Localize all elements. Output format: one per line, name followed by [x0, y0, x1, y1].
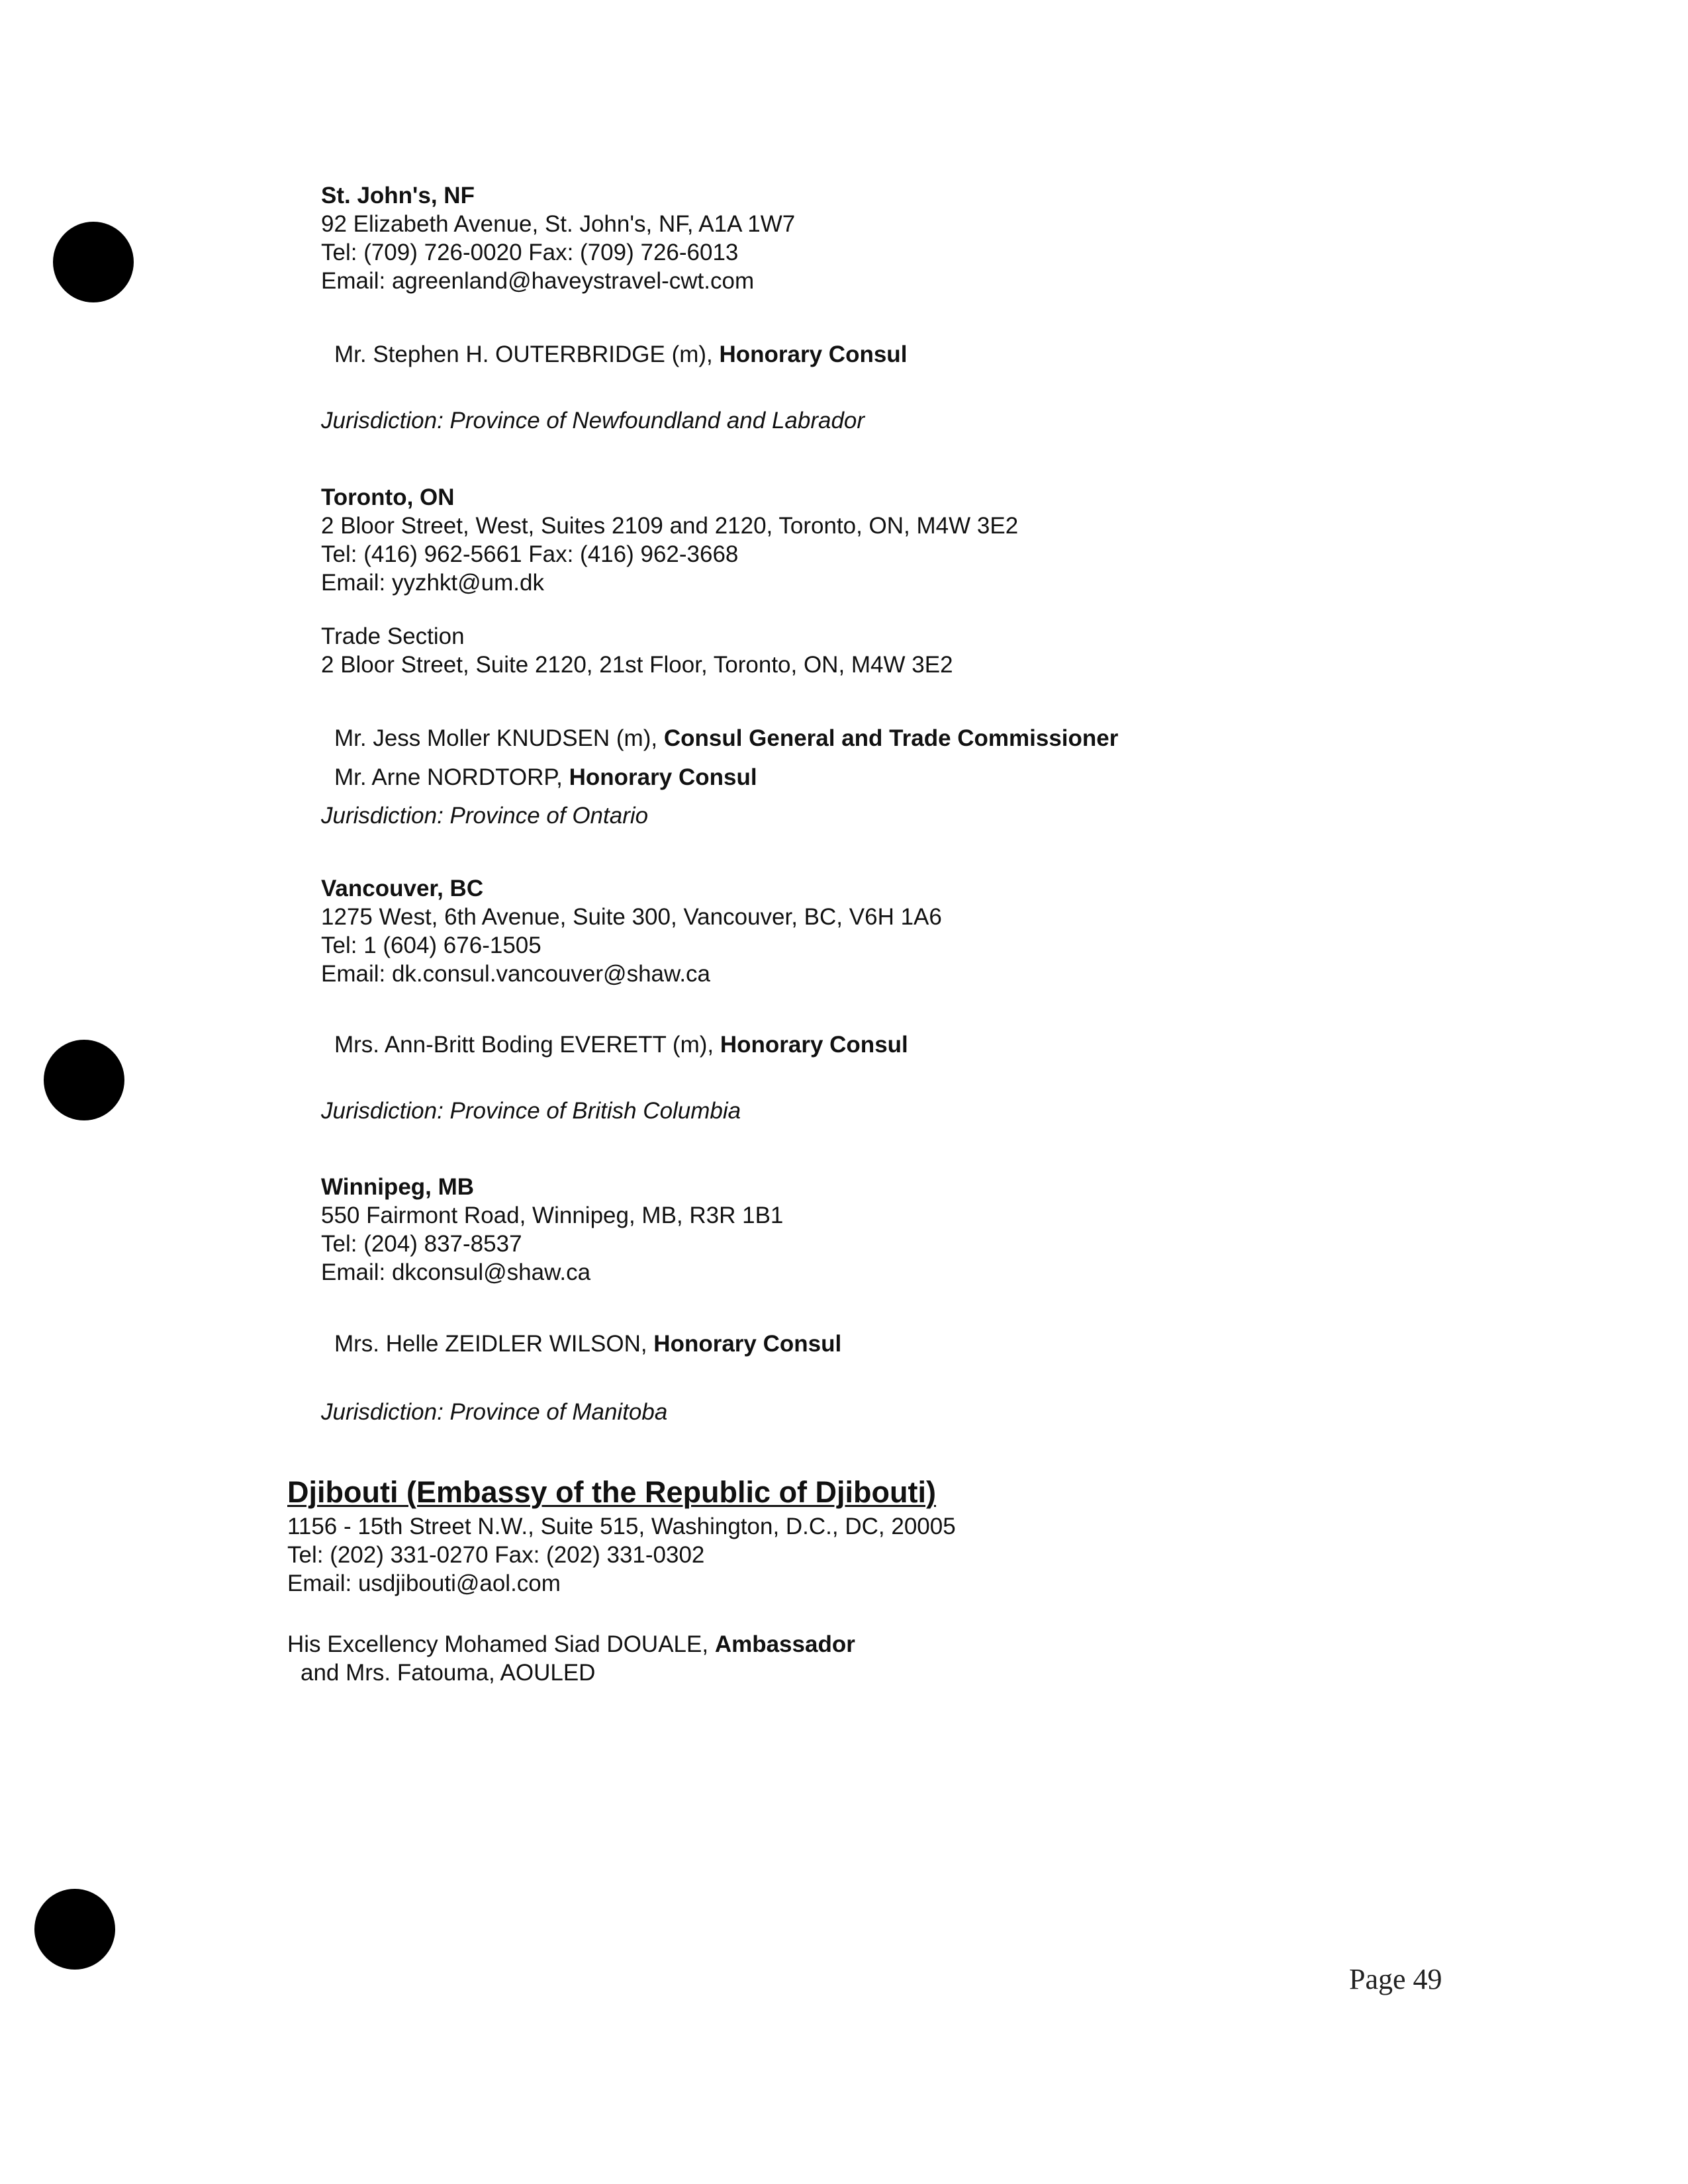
office-phone: Tel: 1 (604) 676-1505	[321, 933, 541, 958]
office-email: Email: dkconsul@shaw.ca	[321, 1259, 591, 1285]
trade-section-address: 2 Bloor Street, Suite 2120, 21st Floor, Toronto, ON, M4W 3E2	[321, 652, 953, 678]
ambassador-spouse: and Mrs. Fatouma, AOULED	[301, 1660, 596, 1686]
office-email: Email: yyzhkt@um.dk	[321, 570, 544, 596]
office-st-johns	[321, 181, 795, 295]
ambassador-title: Ambassador	[714, 1631, 855, 1657]
embassy-address: 1156 - 15th Street N.W., Suite 515, Washington, D.C., DC, 20005	[287, 1514, 956, 1539]
official-name: Mr. Arne NORDTORP,	[334, 764, 569, 790]
official-title: Honorary Consul	[720, 1032, 908, 1058]
office-address: 92 Elizabeth Avenue, St. John's, NF, A1A 1W7	[321, 211, 796, 237]
embassy-phone: Tel: (202) 331-0270 Fax: (202) 331-0302	[287, 1542, 705, 1568]
trade-section-label: Trade Section	[321, 623, 465, 649]
official-name: Mr. Stephen H. OUTERBRIDGE (m),	[334, 341, 720, 367]
page-number: Page 49	[1349, 1963, 1442, 1995]
office-toronto	[321, 483, 1018, 597]
ambassador-entry	[287, 1630, 855, 1687]
punch-hole	[34, 1889, 115, 1970]
office-city: Toronto, ON	[321, 484, 455, 510]
official-title: Honorary Consul	[719, 341, 908, 367]
jurisdiction: Jurisdiction: Province of British Columbia	[321, 1098, 741, 1124]
official-title: Honorary Consul	[569, 764, 757, 790]
ambassador-name: His Excellency Mohamed Siad DOUALE,	[287, 1631, 715, 1657]
official-entry	[334, 763, 757, 792]
official-name: Mrs. Ann-Britt Boding EVERETT (m),	[334, 1032, 720, 1058]
official-entry	[334, 1330, 841, 1358]
office-vancouver	[321, 874, 942, 988]
office-winnipeg	[321, 1173, 783, 1287]
official-name: Mr. Jess Moller KNUDSEN (m),	[334, 725, 664, 751]
office-email: Email: dk.consul.vancouver@shaw.ca	[321, 961, 711, 987]
trade-section	[321, 622, 953, 679]
office-address: 2 Bloor Street, West, Suites 2109 and 2120, Toronto, ON, M4W 3E2	[321, 513, 1019, 539]
office-city: Winnipeg, MB	[321, 1174, 475, 1200]
jurisdiction: Jurisdiction: Province of Newfoundland and Labrador	[321, 408, 865, 433]
official-name: Mrs. Helle ZEIDLER WILSON,	[334, 1331, 654, 1357]
punch-hole	[53, 222, 134, 302]
punch-hole	[44, 1040, 124, 1120]
official-entry	[334, 340, 907, 369]
office-email: Email: agreenland@haveystravel-cwt.com	[321, 268, 755, 294]
official-title: Consul General and Trade Commissioner	[663, 725, 1119, 751]
official-entry	[334, 1030, 908, 1059]
office-city: St. John's, NF	[321, 183, 475, 208]
embassy-email: Email: usdjibouti@aol.com	[287, 1570, 561, 1596]
jurisdiction: Jurisdiction: Province of Manitoba	[321, 1399, 668, 1425]
official-title: Honorary Consul	[653, 1331, 842, 1357]
embassy-contact	[287, 1512, 956, 1598]
jurisdiction: Jurisdiction: Province of Ontario	[321, 803, 649, 829]
office-address: 1275 West, 6th Avenue, Suite 300, Vancouver, BC, V6H 1A6	[321, 904, 942, 930]
official-entry	[334, 724, 1118, 752]
office-phone: Tel: (416) 962-5661 Fax: (416) 962-3668	[321, 541, 739, 567]
office-city: Vancouver, BC	[321, 876, 484, 901]
country-heading: Djibouti (Embassy of the Republic of Djibouti)	[287, 1475, 936, 1509]
office-address: 550 Fairmont Road, Winnipeg, MB, R3R 1B1	[321, 1203, 784, 1228]
office-phone: Tel: (709) 726-0020 Fax: (709) 726-6013	[321, 240, 739, 265]
office-phone: Tel: (204) 837-8537	[321, 1231, 522, 1257]
